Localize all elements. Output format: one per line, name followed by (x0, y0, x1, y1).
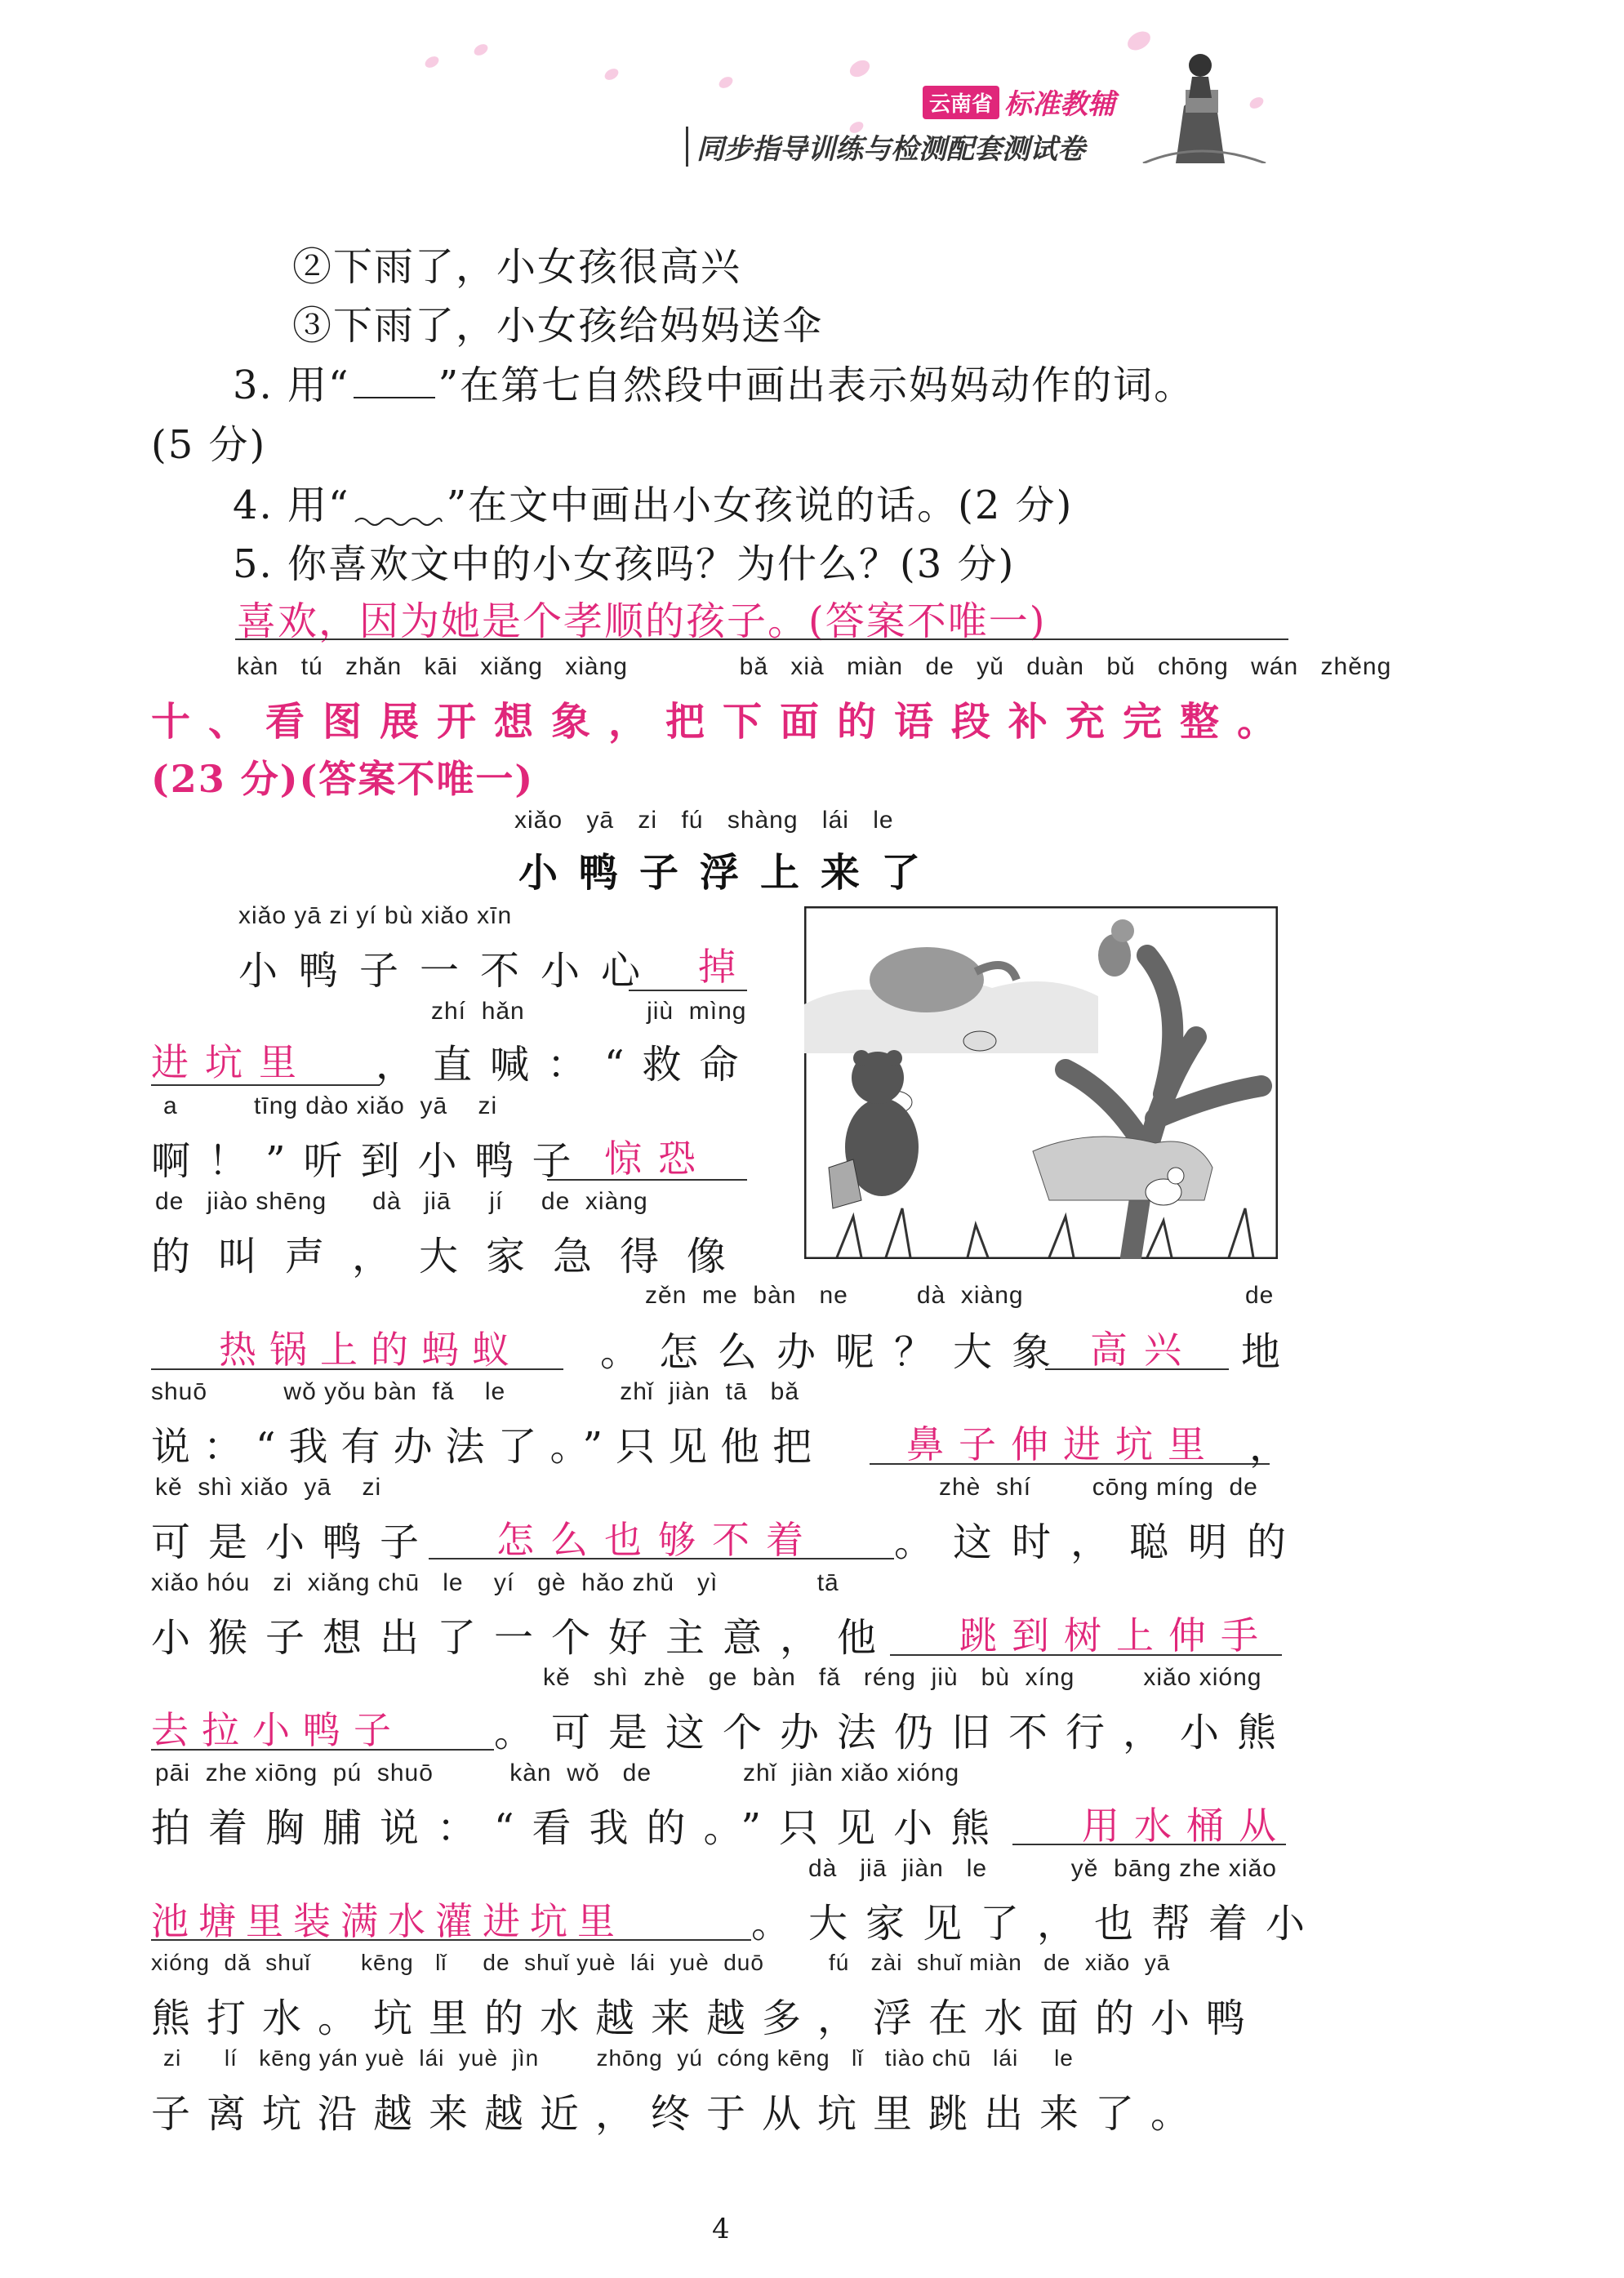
answer-8: 跳到树上伸手 (959, 1613, 1273, 1657)
section-10-score: (23 分)(答案不唯一) (151, 757, 535, 801)
story-line-2: ，直喊：“救命 (376, 1042, 757, 1088)
answer-11: 池塘里装满水灌进坑里 (151, 1899, 625, 1943)
option-3: ③下雨了，小女孩给妈妈送伞 (292, 303, 824, 349)
pinyin-line-4: de jiào shēng dà jiā jí de xiàng (155, 1188, 648, 1215)
answer-4: 热锅上的蚂蚁 (219, 1328, 523, 1372)
pinyin-line-10: pāi zhe xiōng pú shuō kàn wǒ de zhǐ jiàn xiǎo xióng (155, 1760, 960, 1786)
story-line-5: 。怎么办呢？大象 (600, 1329, 1071, 1375)
pinyin-line-3: a tīng dào xiǎo yā zi (163, 1092, 498, 1119)
story-line-4: 的叫声，大家急得像 (151, 1234, 754, 1279)
straight-line-mark (354, 397, 435, 398)
pinyin-line-13: zi lí kēng yán yuè lái yuè jìn zhōng yú cóng kēng lǐ tiào chū lái le (163, 2045, 1074, 2071)
answer-line (235, 638, 1288, 640)
story-line-7-end: 。这时，聪明的 (894, 1519, 1306, 1565)
page-number: 4 (712, 2213, 730, 2245)
bird-icon (963, 1031, 996, 1051)
story-line-1: 小鸭子一不小心 (238, 948, 662, 994)
elephant-icon (870, 947, 984, 1012)
question-5-answer: 喜欢，因为她是个孝顺的孩子。(答案不唯一) (237, 598, 1047, 644)
pinyin-line-8: xiǎo hóu zi xiǎng chū le yí gè hǎo zhǔ yì tā (151, 1569, 839, 1596)
answer-7: 怎么也够不着 (496, 1518, 820, 1562)
story-line-3: 啊！”听到小鸭子 (151, 1138, 590, 1184)
reading-boy-icon (1127, 41, 1274, 163)
pinyin-line-2: zhí hǎn jiù mìng (431, 998, 747, 1025)
pinyin-line-11: dà jiā jiàn le yě bāng zhe xiǎo (808, 1855, 1277, 1882)
story-line-6: 说：“我有办法了。”只见他把 (151, 1424, 825, 1470)
answer-3: 惊恐 (604, 1137, 712, 1181)
pinyin-line-7: kě shì xiǎo yā zi (155, 1474, 382, 1501)
question-3: 3. 用“ ”在第七自然段中画出表示妈妈动作的词。 (233, 363, 1195, 408)
answer-2: 进坑里 (151, 1040, 313, 1084)
brand-badge: 云南省 (923, 86, 999, 119)
story-illustration (804, 906, 1278, 1259)
pinyin-line-5: zěn me bàn ne dà xiàng (645, 1282, 1024, 1309)
story-line-6-end: ， (1249, 1424, 1291, 1470)
pinyin-line-5-end: de (1245, 1282, 1275, 1309)
pinyin-line-1: xiǎo yā zi yí bù xiǎo xīn (238, 902, 513, 929)
answer-1: 掉 (698, 945, 745, 989)
pinyin-line-6: shuō wǒ yǒu bàn fǎ le zhǐ jiàn tā bǎ (151, 1378, 800, 1405)
question-5: 5. 你喜欢文中的小女孩吗？为什么？(3 分) (233, 541, 1016, 587)
pinyin-line-7-end: zhè shí cōng míng de (939, 1474, 1258, 1501)
answer-6: 鼻子伸进坑里 (906, 1422, 1220, 1466)
option-2: ②下雨了，小女孩很高兴 (292, 244, 742, 290)
story-line-12: 熊打水。坑里的水越来越多，浮在水面的小鸭 (151, 1995, 1262, 2041)
story-line-10: 拍着胸脯说：“看我的。”只见小熊 (151, 1805, 1008, 1851)
question-4: 4. 用“ ”在文中画出小女孩说的话。(2 分) (233, 483, 1074, 528)
answer-9: 去拉小鸭子 (151, 1708, 404, 1752)
header-subtitle: 同步指导训练与检测配套测试卷 (686, 127, 1085, 167)
header (686, 73, 1274, 171)
answer-10: 用水桶从 (1082, 1804, 1291, 1848)
story-title: 小鸭子浮上来了 (518, 850, 942, 896)
answer-5: 高兴 (1090, 1328, 1198, 1372)
pinyin-line-12: xióng dǎ shuǐ kēng lǐ de shuǐ yuè lái yuè duō fú zài shuǐ miàn de xiǎo yā (151, 1950, 1171, 1975)
section-10-heading: 十、看图展开想象，把下面的语段补充完整。 (151, 699, 1295, 745)
story-line-5-end: 地 (1241, 1329, 1283, 1375)
wavy-line-mark (354, 497, 443, 530)
story-line-9: 。可是这个办法仍旧不行，小熊 (494, 1710, 1295, 1755)
story-line-11: 。大家见了，也帮着小 (751, 1901, 1324, 1947)
brand-title: 标准教辅 (1004, 88, 1115, 121)
question-3-score: (5 分) (151, 422, 267, 468)
section-10-pinyin: kàn tú zhǎn kāi xiǎng xiàng bǎ xià miàn de yǔ duàn bǔ chōng wán zhěng (237, 653, 1392, 680)
story-line-13: 子离坑沿越来越近，终于从坑里跳出来了。 (151, 2091, 1207, 2137)
story-title-pinyin: xiǎo yā zi fú shàng lái le (514, 807, 894, 834)
pinyin-line-9: kě shì zhè ge bàn fǎ réng jiù bù xíng xiǎo xióng (543, 1664, 1262, 1691)
story-line-8: 小猴子想出了一个好主意，他 (151, 1615, 895, 1661)
story-line-7: 可是小鸭子 (151, 1519, 438, 1565)
